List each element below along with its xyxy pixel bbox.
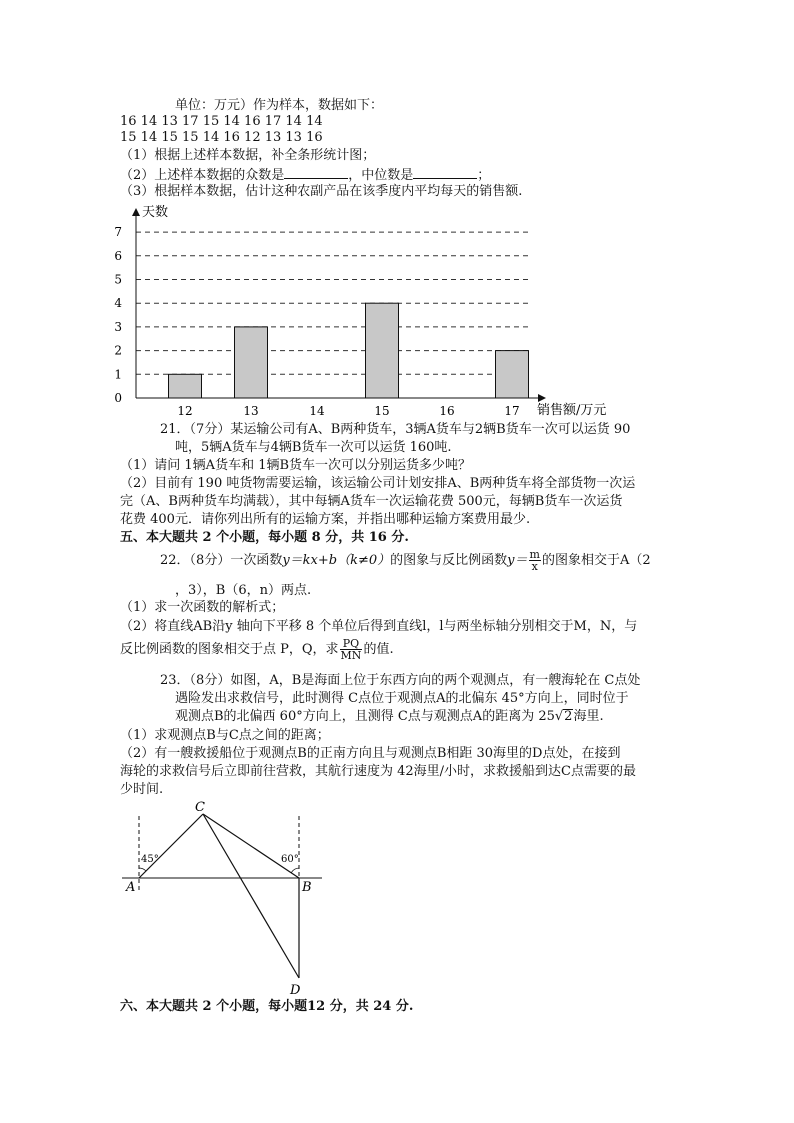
y-tick-label: 1 [114,367,122,382]
p22-text-c: 的图象相交于A（2 [541,553,651,568]
p23-line-3-unit: 海里. [573,709,604,724]
question-2-part-c: ； [477,168,491,183]
angle-arc-b [291,868,299,873]
p22-text-a: 22．（8分）一次函数 [160,553,283,568]
p23-line-2: 遇险发出求救信号，此时测得 C点位于观测点A的北偏东 45°方向上，同时位于 [175,691,629,706]
y-tick-label: 6 [114,248,122,263]
question-3: （3）根据样本数据，估计这种农副产品在该季度内平均每天的销售额. [120,184,523,199]
bar-15 [366,303,399,398]
blank-median [413,166,477,179]
y-tick-label: 5 [114,272,122,287]
p21-question-1: （1）请问 1辆A货车和 1辆B货车一次可以分别运货多少吨？ [120,458,472,473]
fraction-denominator: x [531,560,538,573]
y-tick-label: 0 [114,391,122,405]
label-b: B [302,880,312,895]
p23-question-2-line-1: （2）有一艘救援船位于观测点B的正南方向且与观测点B相距 30海里的D点处，在接到 [120,746,621,761]
angle-label-45: 45° [141,854,159,865]
x-tick-label: 12 [177,404,193,418]
blank-mode [284,166,348,179]
fraction-numerator: m [529,548,540,561]
sqrt-radicand: 2 [564,709,573,724]
p22-line-1 [160,549,651,572]
chart-bars [169,303,529,398]
label-d: D [290,983,301,998]
label-c: C [195,800,205,815]
bar-13 [235,327,268,398]
segment-cd [203,814,299,978]
chart-grid [136,232,530,374]
x-axis-label: 销售额/万元 [537,403,607,418]
y-tick-label: 3 [114,319,122,334]
x-tick-label: 17 [504,404,520,418]
p23-line-3-text: 观测点B的北偏西 60°方向上，且测得 C点与观测点A的距离为 25 [175,709,555,724]
y-axis-label: 天数 [142,205,169,220]
question-2 [120,166,490,184]
angle-label-60: 60° [281,854,299,865]
p22-question-2-line-2 [120,638,394,661]
question-2-part-a: （2）上述样本数据的众数是 [120,168,285,183]
question-2-part-b: ，中位数是 [348,168,414,183]
bar-chart [0,196,794,426]
p23-question-1: （1）求观测点B与C点之间的距离； [120,728,330,743]
section-6-heading: 六、本大题共 2 个小题，每小题12 分，共 24 分. [120,999,414,1014]
sqrt-symbol: √ [554,709,564,724]
data-row-2: 15 14 15 15 14 16 12 13 13 16 [120,130,323,145]
x-tick-label: 15 [374,404,390,418]
p22-inverse-eq: y＝ [507,553,528,568]
p21-question-2-line-3: 花费 400元．请你列出所有的运输方案，并指出哪种运输方案费用最少. [120,512,531,527]
geometry-figure [0,798,794,998]
p22-linear-eq: y＝kx+b（k≠0） [282,553,391,568]
p22-line-2: ，3），B（6，n）两点. [175,583,312,598]
question-1: （1）根据上述样本数据，补全条形统计图； [120,148,376,163]
p22-q2-text-b: 的值. [363,642,394,657]
p22-q2-text-a: 反比例函数的图象相交于点 P，Q，求 [120,642,339,657]
data-row-1: 16 14 13 17 15 14 16 17 14 14 [120,114,323,129]
p23-question-2-line-3: 少时间. [120,782,164,797]
y-tick-label: 7 [114,225,122,240]
p22-text-b: 的图象与反比例函数 [390,553,508,568]
section-5-heading: 五、本大题共 2 个小题，每小题 8 分，共 16 分. [120,530,409,545]
p21-line-2: 吨，5辆A货车与4辆B货车一次可以运货 160吨. [175,440,452,455]
label-a: A [126,880,136,895]
x-tick-label: 13 [243,404,259,418]
p21-question-2-line-2: 完（A、B两种货车均满载），其中每辆A货车一次运输花费 500元，每辆B货车一次运货 [120,494,623,509]
y-tick-label: 2 [114,343,122,358]
bar-17 [496,351,529,398]
p23-line-1: 23．（8分）如图，A，B是海面上位于东西方向的两个观测点，有一艘海轮在 C点处 [160,673,641,688]
x-tick-label: 14 [309,404,325,418]
p22-question-1: （1）求一次函数的解析式； [120,600,285,615]
p21-question-2-line-1: （2）目前有 190 吨货物需要运输，该运输公司计划安排A、B两种货车将全部货物一次运 [120,476,636,491]
chart-axes [132,208,546,402]
fraction-pq-over-mn [340,638,363,661]
fraction-mn: MN [340,649,362,662]
segment-ac [139,814,203,878]
y-axis-arrow [132,208,140,216]
p22-question-2-line-1: （2）将直线AB沿y 轴向下平移 8 个单位后得到直线l，l与两坐标轴分别相交于M，N，与 [120,619,638,634]
fraction-m-over-x [529,549,541,572]
x-tick-label: 16 [439,404,455,418]
y-tick-label: 4 [114,296,122,311]
bar-12 [169,374,202,398]
segment-bc [203,814,299,878]
p21-line-1: 21．（7分）某运输公司有A、B两种货车，3辆A货车与2辆B货车一次可以运货 90 [160,422,631,437]
p23-question-2-line-2: 海轮的求救信号后立即前往营救，其航行速度为 42海里/小时，求救援船到达C点需要的最 [120,764,637,779]
intro-line: 单位：万元）作为样本，数据如下： [175,98,384,113]
angle-arc-a [139,868,146,871]
p23-line-3 [175,709,604,725]
fraction-pq: PQ [340,638,363,650]
x-axis-arrow [538,394,546,402]
